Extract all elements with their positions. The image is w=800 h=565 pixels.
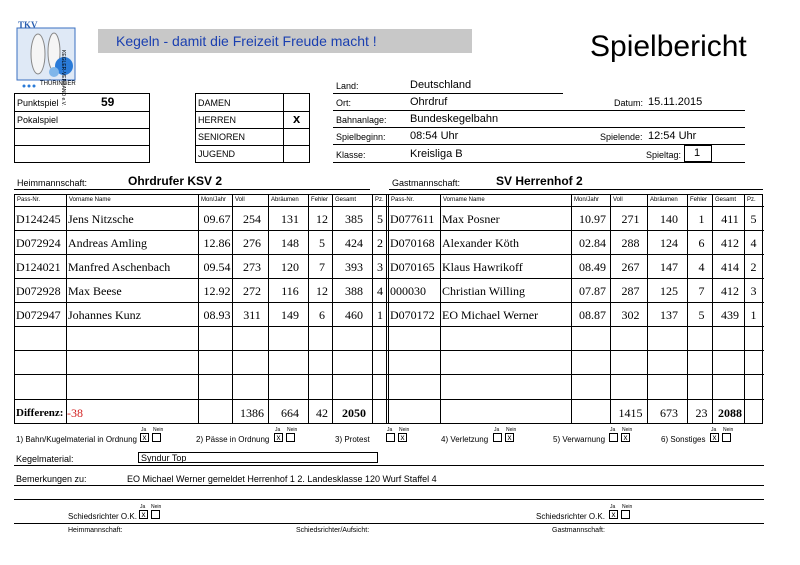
heim-signature-label: Heimmannschaft: (68, 527, 123, 534)
column-header-home: Voll (235, 197, 245, 203)
check-ja-label: Ja (610, 427, 616, 433)
home-player-date: 09.67 (203, 212, 231, 226)
column-header-guest: Voll (613, 197, 623, 203)
guest-player-pz: 2 (750, 260, 757, 274)
sr-ok-left-label: Schiedsrichter O.K. (68, 512, 137, 521)
diff-label: Differenz: (16, 407, 64, 419)
gast-signature-label: Gastmannschaft: (552, 527, 605, 534)
sr-ok-right-ja: Ja (610, 504, 616, 510)
home-player-date: 09.54 (203, 260, 231, 274)
home-player-voll: 276 (243, 236, 261, 250)
bemerkungen-label: Bemerkungen zu: (16, 474, 87, 484)
check-nein-box[interactable] (286, 433, 295, 442)
category-herren: HERREN (198, 115, 237, 125)
home-player-voll: 254 (243, 212, 261, 226)
column-header-home: Fehler (311, 197, 329, 203)
guest-player-pass: 000030 (390, 284, 426, 298)
category-jugend: JUGEND (198, 149, 236, 159)
land-value: Deutschland (410, 79, 472, 91)
column-header-guest: Pz. (747, 197, 756, 203)
guest-total-fehler: 23 (695, 406, 708, 420)
home-player-date: 12.86 (203, 236, 231, 250)
home-player-gesamt: 424 (345, 236, 363, 250)
guest-player-name: Christian Willing (442, 284, 525, 298)
home-player-abr: 148 (281, 236, 299, 250)
home-total-gesamt: 2050 (342, 406, 366, 420)
check-ja-label: Ja (494, 427, 500, 433)
check-ja-label: Ja (711, 427, 717, 433)
gast-label: Gastmannschaft: (392, 178, 461, 188)
spieltag-label: Spieltag: (646, 150, 682, 160)
sr-signature-label: Schiedsrichter/Aufsicht: (296, 527, 370, 534)
guest-total-abr: 673 (660, 406, 678, 420)
home-total-voll: 1386 (240, 406, 264, 420)
home-player-fehler: 12 (316, 284, 328, 298)
guest-player-pass: D070168 (390, 236, 435, 250)
check-nein-label: Nein (622, 427, 633, 433)
punktspiel-label: Punktspiel (17, 98, 59, 108)
kegelmaterial-label: Kegelmaterial: (16, 454, 74, 464)
slogan-banner: Kegeln - damit die Freizeit Freude macht ! (98, 29, 472, 53)
column-header-home: Pass-Nr. (17, 197, 41, 203)
sr-ok-right-label: Schiedsrichter O.K. (536, 512, 605, 521)
category-damen: DAMEN (198, 98, 231, 108)
check-ja-label: Ja (387, 427, 393, 433)
check-item-label: 3) Protest (335, 435, 370, 444)
guest-player-abr: 140 (660, 212, 678, 226)
datum-label: Datum: (614, 98, 644, 108)
home-player-pz: 3 (377, 260, 383, 274)
guest-player-fehler: 6 (698, 236, 705, 250)
guest-player-pz: 1 (750, 308, 757, 322)
land-label: Land: (336, 81, 359, 91)
heim-label: Heimmannschaft: (17, 178, 88, 188)
column-header-home: Abräumen (271, 197, 299, 203)
check-nein-box[interactable] (722, 433, 731, 442)
guest-player-pz: 4 (750, 236, 757, 250)
guest-player-voll: 267 (621, 260, 640, 274)
guest-player-name: Max Posner (442, 212, 500, 226)
check-nein-box[interactable] (152, 433, 161, 442)
check-ja-box[interactable]: x (274, 433, 283, 442)
logo-text-bottom: THÜRINGER (40, 81, 76, 87)
home-player-name: Jens Nitzsche (68, 212, 134, 226)
bahnanlage-value: Bundeskegelbahn (410, 113, 499, 125)
home-player-pass: D124245 (16, 212, 61, 226)
guest-player-pass: D070172 (390, 308, 435, 322)
column-header-home: Vorname Name (69, 197, 111, 203)
heim-team: Ohrdrufer KSV 2 (128, 174, 223, 188)
home-player-pz: 4 (377, 284, 383, 298)
home-player-voll: 273 (243, 260, 261, 274)
sr-ok-right-nein-box[interactable] (621, 510, 630, 519)
ort-label: Ort: (336, 98, 351, 108)
guest-total-gesamt: 2088 (718, 406, 742, 420)
column-header-guest: Fehler (690, 197, 708, 203)
home-player-fehler: 7 (319, 260, 325, 274)
game-type-box (14, 93, 150, 163)
column-header-guest: Mon/Jahr (574, 197, 600, 203)
guest-player-fehler: 5 (698, 308, 705, 322)
guest-player-abr: 137 (660, 308, 678, 322)
sr-ok-left-nein: Nein (151, 504, 162, 510)
guest-player-name: EO Michael Werner (442, 308, 539, 322)
guest-player-abr: 124 (660, 236, 678, 250)
check-ja-label: Ja (141, 427, 147, 433)
home-player-name: Manfred Aschenbach (68, 260, 171, 274)
column-header-home: Mon/Jahr (201, 197, 227, 203)
guest-player-date: 08.87 (579, 308, 606, 322)
diff-value: -38 (67, 406, 83, 420)
category-senioren: SENIOREN (198, 132, 246, 142)
spielende-label: Spielende: (600, 132, 643, 142)
guest-player-fehler: 7 (698, 284, 705, 298)
kegelmaterial-value: Syndur Top (141, 453, 187, 463)
home-player-gesamt: 393 (345, 260, 363, 274)
column-header-guest: Pass-Nr. (391, 197, 415, 203)
guest-player-pass: D077611 (390, 212, 435, 226)
home-player-gesamt: 460 (345, 308, 363, 322)
pokalspiel-label: Pokalspiel (17, 115, 59, 125)
home-player-fehler: 12 (316, 212, 328, 226)
datum-value: 15.11.2015 (648, 96, 703, 108)
sr-ok-left-nein-box[interactable] (151, 510, 160, 519)
guest-player-abr: 147 (660, 260, 678, 274)
home-player-name: Max Beese (68, 284, 122, 298)
guest-player-pass: D070165 (390, 260, 435, 274)
guest-total-voll: 1415 (618, 406, 643, 420)
home-player-pass: D072947 (16, 308, 61, 322)
home-player-abr: 149 (281, 308, 299, 322)
home-player-pass: D072928 (16, 284, 61, 298)
check-item-label: 6) Sonstiges (661, 435, 706, 444)
home-total-abr: 664 (281, 406, 299, 420)
guest-player-date: 07.87 (579, 284, 606, 298)
home-player-pass: D124021 (16, 260, 61, 274)
guest-player-voll: 288 (621, 236, 640, 250)
guest-player-date: 02.84 (579, 236, 606, 250)
guest-player-voll: 302 (621, 308, 640, 322)
check-nein-label: Nein (153, 427, 164, 433)
guest-player-abr: 125 (660, 284, 678, 298)
home-total-fehler: 42 (316, 406, 328, 420)
sr-ok-left-ja-box[interactable]: x (139, 510, 148, 519)
home-player-pz: 5 (377, 212, 383, 226)
home-player-voll: 272 (243, 284, 261, 298)
sr-ok-right-ja-box[interactable]: x (609, 510, 618, 519)
home-player-abr: 116 (281, 284, 299, 298)
logo-text-top: TKV (18, 20, 38, 30)
check-ja-label: Ja (275, 427, 281, 433)
home-player-pz: 1 (377, 308, 383, 322)
guest-player-pz: 3 (750, 284, 757, 298)
page-title: Spielbericht (590, 30, 747, 63)
guest-player-date: 10.97 (579, 212, 606, 226)
guest-player-voll: 287 (621, 284, 640, 298)
home-player-date: 12.92 (203, 284, 231, 298)
guest-player-voll: 271 (621, 212, 640, 226)
sr-ok-left-ja: Ja (140, 504, 146, 510)
guest-player-gesamt: 411 (721, 212, 739, 226)
column-header-home: Pz. (375, 197, 384, 203)
category-box (195, 93, 310, 163)
logo-text-side: KEGLER-VERBAND e.V. (60, 50, 66, 106)
results-table (14, 194, 763, 424)
gast-team: SV Herrenhof 2 (496, 174, 583, 188)
column-header-guest: Gesamt (715, 197, 737, 203)
klasse-label: Klasse: (336, 150, 366, 160)
home-player-name: Johannes Kunz (68, 308, 141, 322)
home-player-fehler: 5 (319, 236, 325, 250)
guest-player-date: 08.49 (579, 260, 606, 274)
home-player-gesamt: 385 (345, 212, 363, 226)
home-player-gesamt: 388 (345, 284, 363, 298)
guest-player-name: Alexander Köth (442, 236, 519, 250)
sr-ok-right-nein: Nein (622, 504, 633, 510)
guest-player-gesamt: 439 (721, 308, 739, 322)
home-player-pz: 2 (377, 236, 383, 250)
home-player-date: 08.93 (203, 308, 231, 322)
ort-value: Ohrdruf (410, 96, 448, 108)
column-header-guest: Abräumen (650, 197, 678, 203)
check-nein-label: Nein (506, 427, 517, 433)
spieltag-value: 1 (694, 147, 701, 159)
check-nein-label: Nein (287, 427, 298, 433)
check-nein-label: Nein (399, 427, 410, 433)
check-ja-box[interactable]: x (140, 433, 149, 442)
guest-player-gesamt: 412 (721, 284, 739, 298)
spielbeginn-value: 08:54 Uhr (410, 130, 459, 142)
guest-player-gesamt: 414 (721, 260, 739, 274)
bahnanlage-label: Bahnanlage: (336, 115, 387, 125)
category-herren-mark[interactable]: x (293, 111, 301, 126)
check-nein-box[interactable]: x (398, 433, 407, 442)
check-ja-box[interactable] (609, 433, 618, 442)
guest-player-name: Klaus Hawrikoff (442, 260, 523, 274)
check-ja-box[interactable] (386, 433, 395, 442)
check-ja-box[interactable]: x (710, 433, 719, 442)
guest-player-fehler: 1 (698, 212, 705, 226)
column-header-home: Gesamt (335, 197, 357, 203)
home-player-pass: D072924 (16, 236, 61, 250)
check-item-label: 4) Verletzung (441, 435, 489, 444)
check-nein-box[interactable]: x (621, 433, 630, 442)
column-header-guest: Vorname Name (443, 197, 485, 203)
home-player-voll: 311 (243, 308, 261, 322)
home-player-fehler: 6 (319, 308, 325, 322)
guest-player-fehler: 4 (698, 260, 705, 274)
check-item-label: 1) Bahn/Kugelmaterial in Ordnung (16, 435, 137, 444)
check-item-label: 5) Verwarnung (553, 435, 606, 444)
klasse-value: Kreisliga B (410, 148, 463, 160)
bemerkungen-value: EO Michael Werner gemeldet Herrenhof 1 2. Landesklasse 120 Wurf Staffel 4 (127, 474, 437, 484)
home-player-abr: 120 (281, 260, 299, 274)
check-ja-box[interactable] (493, 433, 502, 442)
home-player-name: Andreas Amling (68, 236, 147, 250)
check-nein-label: Nein (723, 427, 734, 433)
home-player-abr: 131 (281, 212, 299, 226)
check-nein-box[interactable]: x (505, 433, 514, 442)
spielende-value: 12:54 Uhr (648, 130, 697, 142)
guest-player-pz: 5 (750, 212, 757, 226)
check-item-label: 2) Pässe in Ordnung (196, 435, 270, 444)
guest-player-gesamt: 412 (721, 236, 739, 250)
spielbeginn-label: Spielbeginn: (336, 132, 386, 142)
punktspiel-value: 59 (101, 95, 115, 109)
